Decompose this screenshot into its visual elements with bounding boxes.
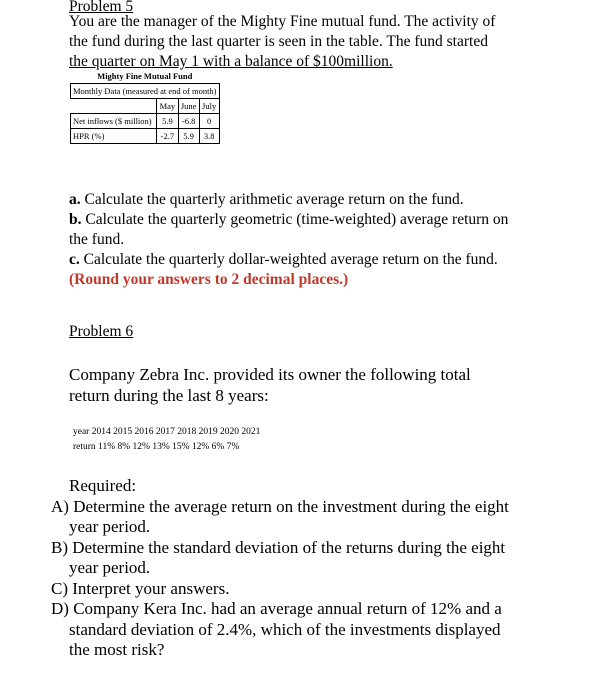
table-row bbox=[71, 114, 220, 129]
question-a-text: Calculate the quarterly arithmetic average return on the fund. bbox=[80, 191, 464, 208]
required-item-d-continued: standard deviation of 2.4%, which of the investments displayed bbox=[69, 620, 501, 639]
problem6-intro-line: Company Zebra Inc. provided its owner the following total bbox=[69, 365, 471, 384]
row-label: Net inflows ($ million) bbox=[71, 114, 157, 129]
year-row: year 2014 2015 2016 2017 2018 2019 2020 2021 bbox=[73, 427, 261, 437]
question-b bbox=[69, 210, 539, 230]
table-cell: 0 bbox=[199, 114, 219, 129]
column-header: July bbox=[199, 99, 219, 114]
question-a bbox=[69, 190, 539, 210]
required-item-b: B) Determine the standard deviation of the returns during the eight bbox=[51, 538, 506, 557]
problem5-questions bbox=[69, 190, 539, 290]
problem6-title: Problem 6 bbox=[69, 323, 134, 340]
question-b-continued: the fund. bbox=[69, 231, 125, 248]
problem5-intro-line: You are the manager of the Mighty Fine mutual fund. The activity of bbox=[69, 13, 496, 30]
question-b-text: Calculate the quarterly geometric (time-weighted) average return on bbox=[81, 211, 509, 228]
table-cell: -2.7 bbox=[157, 129, 178, 144]
problem5-intro-line: the fund during the last quarter is seen in the table. The fund started bbox=[69, 33, 488, 50]
problem5-title: Problem 5 bbox=[69, 0, 134, 15]
table-cell: 5.9 bbox=[178, 129, 199, 144]
row-label: HPR (%) bbox=[71, 129, 157, 144]
table-cell: -6.8 bbox=[178, 114, 199, 129]
table-corner bbox=[71, 99, 157, 114]
problem6-intro bbox=[69, 364, 471, 406]
column-header: May bbox=[157, 99, 178, 114]
required-item-c: C) Interpret your answers. bbox=[51, 579, 230, 598]
table-row bbox=[71, 129, 220, 144]
required-item-d: D) Company Kera Inc. had an average annual return of 12% and a bbox=[51, 599, 502, 618]
table-subtitle: Monthly Data (measured at end of month) bbox=[71, 84, 220, 99]
required-item-d-continued: the most risk? bbox=[69, 640, 165, 659]
question-a-prefix: a. bbox=[69, 191, 81, 208]
column-header: June bbox=[178, 99, 199, 114]
question-c bbox=[69, 250, 539, 270]
problem5-intro-line: the quarter on May 1 with a balance of $100million. bbox=[69, 53, 393, 70]
table-cell: 5.9 bbox=[157, 114, 178, 129]
problem6-intro-line: return during the last 8 years: bbox=[69, 386, 269, 405]
fund-table bbox=[70, 71, 220, 144]
table-cell: 3.8 bbox=[199, 129, 219, 144]
rounding-instruction: (Round your answers to 2 decimal places.) bbox=[69, 271, 349, 288]
problem5-intro bbox=[69, 12, 539, 72]
returns-data bbox=[73, 425, 260, 455]
return-row: return 11% 8% 12% 13% 15% 12% 6% 7% bbox=[73, 442, 240, 452]
question-c-prefix: c. bbox=[69, 251, 80, 268]
required-item-b-continued: year period. bbox=[69, 558, 151, 577]
question-b-prefix: b. bbox=[69, 211, 82, 228]
table-title: Mighty Fine Mutual Fund bbox=[97, 71, 193, 81]
required-label: Required: bbox=[69, 476, 137, 495]
required-item-a: A) Determine the average return on the investment during the eight bbox=[51, 497, 509, 516]
question-c-text: Calculate the quarterly dollar-weighted average return on the fund. bbox=[79, 251, 498, 268]
required-item-a-continued: year period. bbox=[69, 517, 151, 536]
